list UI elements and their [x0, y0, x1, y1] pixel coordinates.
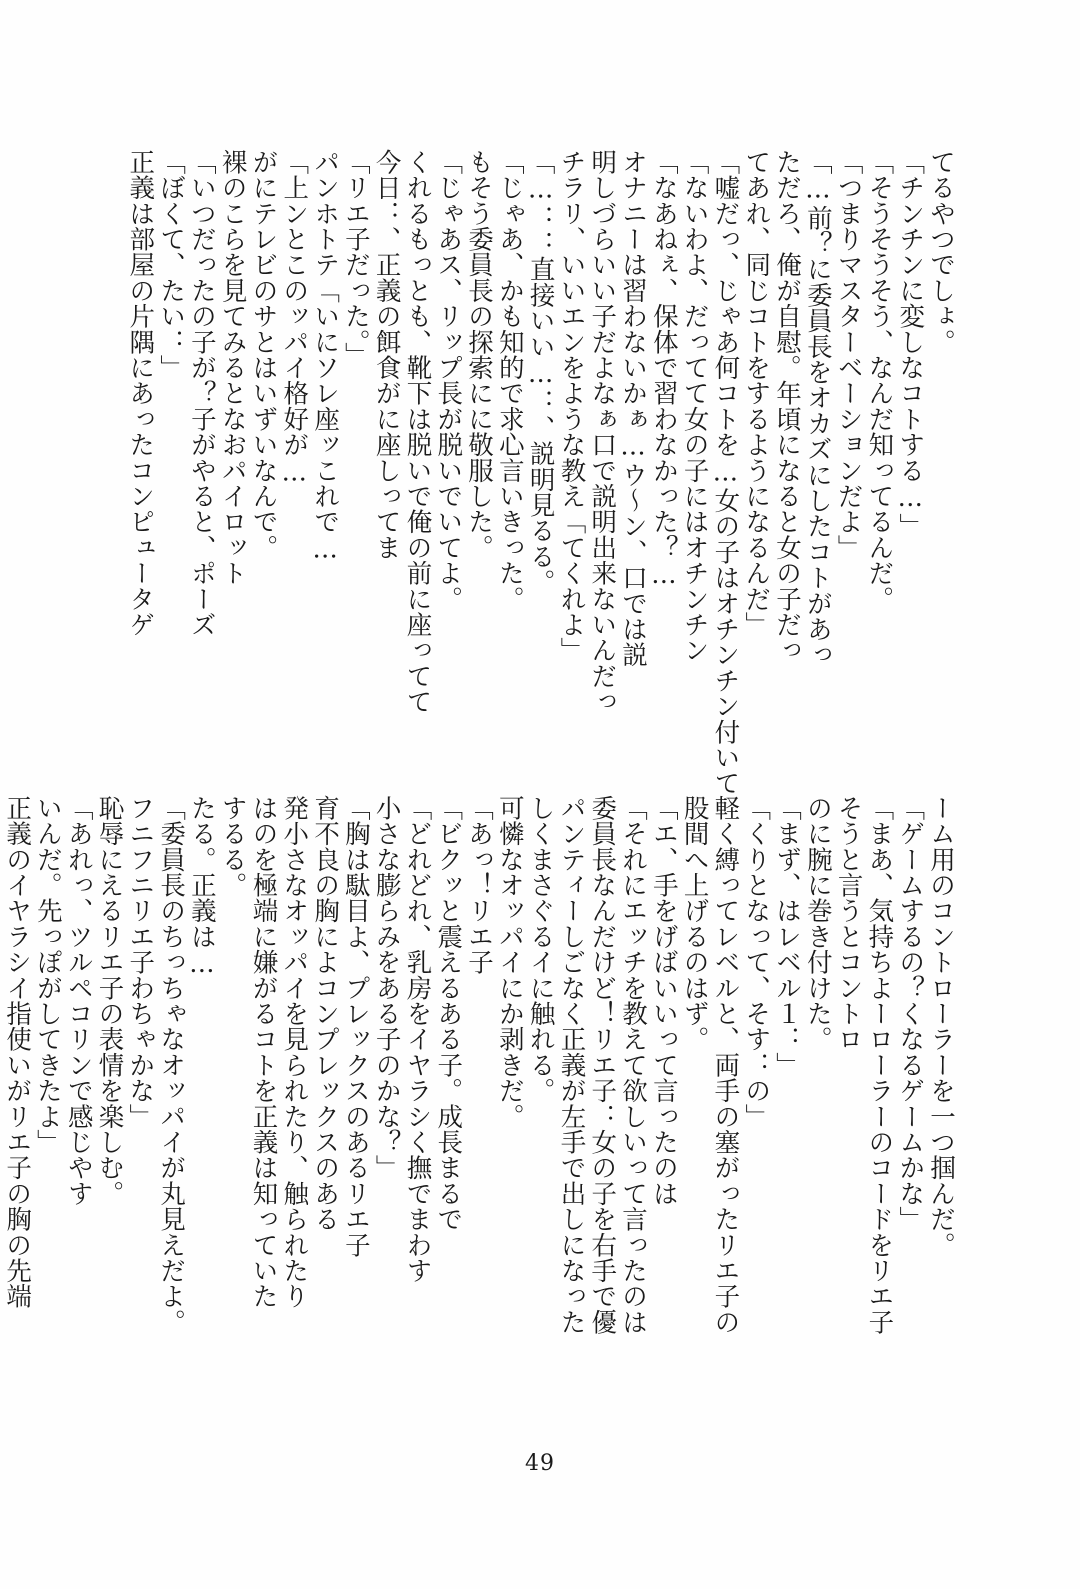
text-column: 「いつだったの子が？子がやると、ポーズ: [186, 149, 217, 638]
text-column: 「ゲームするの？くなるゲームかな」: [895, 795, 926, 1232]
text-column: のに腕に巻き付けた。: [802, 795, 833, 1052]
text-column: 「…：：直接いい…：、説明見るる。: [525, 149, 556, 595]
text-column: 「そうそうそう、なんだ知ってるんだ。: [864, 149, 895, 612]
text-column: 軽く縛ってレベルと、両手の塞がったリエ子の: [710, 795, 741, 1335]
text-column: 「ぼくて、たい：」: [156, 149, 187, 381]
text-column: もそう委員長の探索にに敬服した。: [464, 149, 495, 561]
text-column: 明しづらいい子だよなぁ口で説明出来ないんだっ: [587, 149, 618, 715]
text-column: たる。正義は…: [186, 795, 217, 980]
page-number: 49: [525, 1451, 555, 1476]
text-column: チラリ、いいエンをような教え「てくれよ」: [556, 149, 587, 663]
text-column: てるやつでしょ。: [926, 149, 956, 355]
text-column: 「委員長のちっちゃなオッパイが丸見えだよ。: [156, 795, 187, 1335]
text-column: 「まあ、気持ちよーローラーのコードをリエ子: [864, 795, 895, 1335]
text-column: てあれ、同じコトをするようになるんだ」: [741, 149, 772, 638]
top-text-block: [124, 149, 956, 796]
text-column: はのを極端に嫌がるコトを正義は知っていた: [248, 795, 279, 1309]
text-column: 「まず、はレベル１：」: [772, 795, 803, 1078]
text-column: 「…前？に委員長をオカズにしたコトがあっ: [802, 149, 833, 668]
text-column: ーム用のコントローラーを一つ掴んだ。: [926, 795, 956, 1258]
text-column: 「あれっ、ツルペコリンで感じやす: [63, 795, 94, 1207]
text-column: ただろ、俺が自慰。年頃になると女の子だっ: [772, 149, 803, 663]
text-column: 「エ、手をげばいいって言ったのは: [648, 795, 679, 1207]
text-column: 正義のイヤラシイ指使いがリエ子の胸の先端: [2, 795, 33, 1309]
text-column: 「嘘だっ、じゃあ何コトを…女の子はオチンチン付いて: [710, 149, 741, 796]
text-column: 「上ンとこのッパイ格好が…: [279, 149, 310, 488]
text-column: 恥辱にえるリエ子の表情を楽しむ。: [94, 795, 125, 1207]
text-column: 正義は部屋の片隅にあったコンピュータゲ: [125, 149, 156, 638]
bottom-text-block: [1, 795, 956, 1335]
text-column: フニフニリエ子わちゃかな」: [125, 795, 156, 1130]
text-column: 裸のこらを見てみるとなおパイロット: [217, 149, 248, 586]
text-column: いんだ。先っぽがしてきたよ」: [32, 795, 63, 1155]
text-column: するる。: [217, 795, 248, 898]
text-column: 「チンチンに変しなコトする…」: [895, 149, 926, 539]
text-column: 可憐なオッパイにか剥きだ。: [494, 795, 525, 1130]
text-column: 股間へ上げるのはず。: [679, 795, 710, 1052]
text-column: 「あっ！リエ子: [464, 795, 495, 975]
text-column: しくまさぐるイに触れる。: [525, 795, 556, 1104]
text-column: 「なあねぇ、保体で習わなかった？…: [648, 149, 679, 591]
text-column: 「じゃあス、リップ長が脱いでいてよ。: [433, 149, 464, 612]
text-column: 「じゃあ、かも知的で求心言いきった。: [494, 149, 525, 612]
text-column: 小さな膨らみをある子のかな？」: [371, 795, 402, 1181]
text-column: 「胸は駄目よ、プレックスのあるリエ子: [340, 795, 371, 1258]
text-column: 「リエ子だった。」: [340, 149, 371, 368]
text-column: パンホトテ「いにソレ座ッこれで…: [310, 149, 341, 565]
text-column: 委員長なんだけど！リエ子：女の子を右手で優: [587, 795, 618, 1335]
text-column: 発小さなオッパイを見られたり、触られたり: [279, 795, 310, 1309]
text-column: 「つまりマスターベーションだよ」: [833, 149, 864, 561]
text-column: 「ないわよ、だってて女の子にはオチンチン: [679, 149, 710, 663]
text-column: 育不良の胸によコンプレックスのある: [310, 795, 341, 1232]
text-column: くれるもっとも、靴下は脱いで俺の前に座ってて: [402, 149, 433, 715]
text-column: 「ビクッと震えるある子。成長まるで: [433, 795, 464, 1232]
text-column: 「それにエッチを教えて欲しいって言ったのは: [618, 795, 649, 1335]
text-column: 「くりとなって、そす：の」: [741, 795, 772, 1130]
text-column: がにテレビのサとはいずいなんで。: [248, 149, 279, 561]
text-column: オナニーは習わないかぁ…ウ〜ン、口では説: [618, 149, 649, 668]
text-column: 「どれどれ、乳房をイヤラシく撫でまわす: [402, 795, 433, 1284]
text-column: パンティーしごなく正義が左手で出しになった: [556, 795, 587, 1335]
text-column: そうと言うとコントロ: [833, 795, 864, 1052]
text-column: 今日：、正義の餌食がに座しってま: [371, 149, 402, 561]
